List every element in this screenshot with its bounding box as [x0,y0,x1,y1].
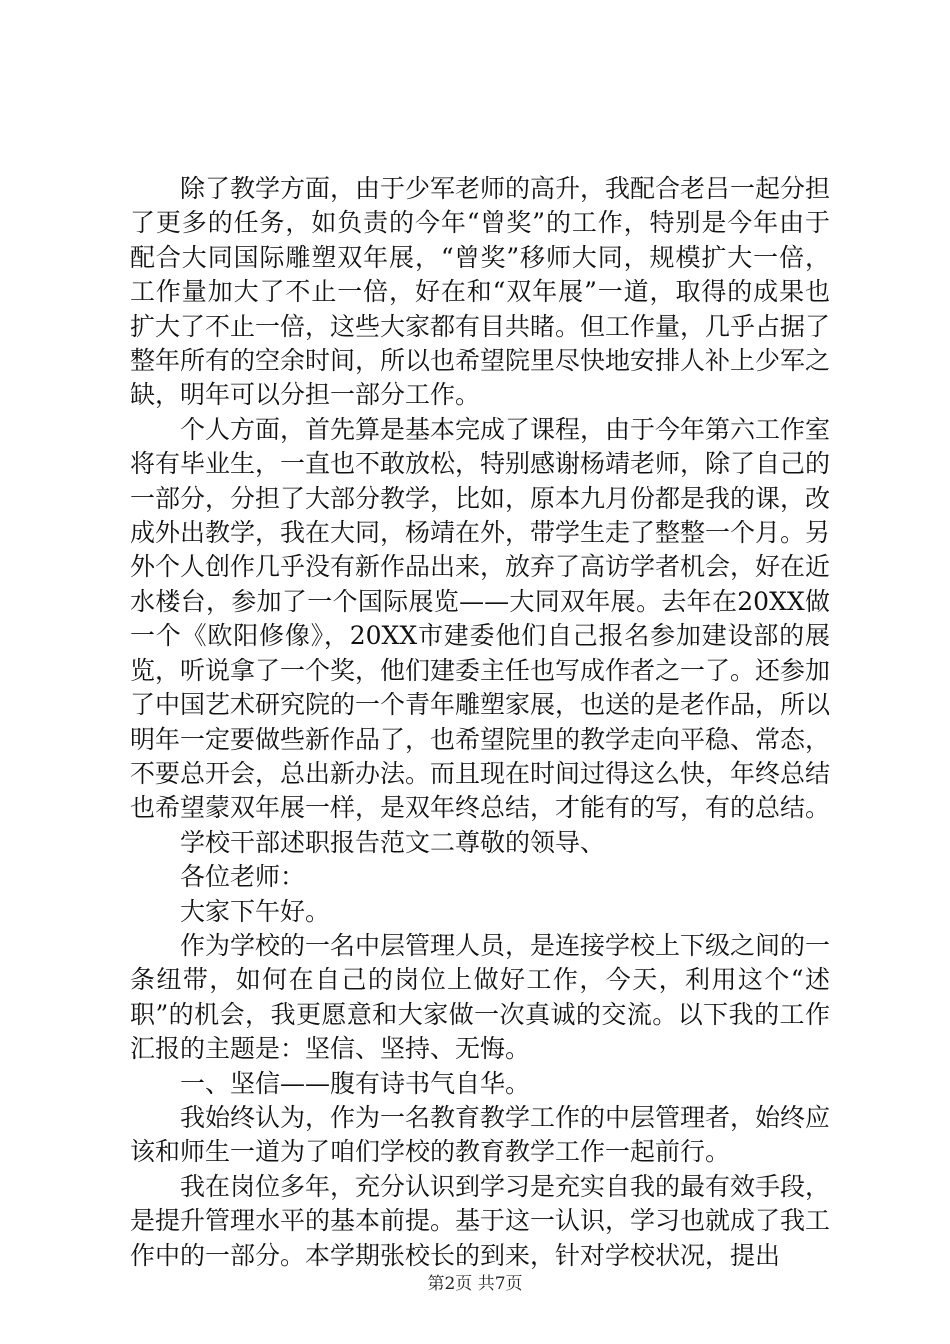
paragraph-5: 大家下午好。 [180,896,331,926]
paragraph-4: 各位老师： [180,862,306,892]
paragraph-1: 除了教学方面，由于少军老师的高升，我配合老吕一起分担了更多的任务，如负责的今年“曾奖”的工作，特别是今年由于配合大同国际雕塑双年展，“曾奖”移师大同，规模扩大一倍，工作量加大了不止一倍，好在和“双年展”一道，取得的成果也扩大了不止一倍，这些大家都有目共睹。但工作量，几乎占据了整年所有的空余时间，所以也希望院里尽快地安排人补上少军之缺，明年可以分担一部分工作。 [130,174,831,410]
paragraph-3: 学校干部述职报告范文二尊敬的领导、 [180,827,606,857]
paragraph-8: 我始终认为，作为一名教育教学工作的中层管理者，始终应该和师生一道为了咱们学校的教育教学工作一起前行。 [130,1102,831,1167]
paragraph-6: 作为学校的一名中层管理人员，是连接学校上下级之间的一条纽带，如何在自己的岗位上做好工作，今天，利用这个“述职”的机会，我更愿意和大家做一次真诚的交流。以下我的工作汇报的主题是：坚信、坚持、无悔。 [130,930,831,1064]
paragraph-7: 一、坚信——腹有诗书气自华。 [180,1068,531,1098]
page-number-footer: 第2页 共7页 [427,1274,523,1294]
paragraph-2: 个人方面，首先算是基本完成了课程，由于今年第六工作室将有毕业生，一直也不敢放松，特别感谢杨靖老师，除了自己的一部分，分担了大部分教学，比如，原本九月份都是我的课，改成外出教学，我在大同，杨靖在外，带学生走了整整一个月。另外个人创作几乎没有新作品出来，放弃了高访学者机会，好在近水楼台，参加了一个国际展览——大同双年展。去年在20XX做一个《欧阳修像》，20XX市建委他们自己报名参加建设部的展览，听说拿了一个奖，他们建委主任也写成作者之一了。还参加了中国艺术研究院的一个青年雕塑家展，也送的是老作品，所以明年一定要做些新作品了，也希望院里的教学走向平稳、常态，不要总开会，总出新办法。而且现在时间过得这么快，年终总结也希望蒙双年展一样，是双年终总结，才能有的写，有的总结。 [130,414,831,823]
document-body [130,172,830,1273]
paragraph-9: 我在岗位多年，充分认识到学习是充实自我的最有效手段，是提升管理水平的基本前提。基于这一认识，学习也就成了我工作中的一部分。本学期张校长的到来，针对学校状况，提出 [130,1171,831,1270]
